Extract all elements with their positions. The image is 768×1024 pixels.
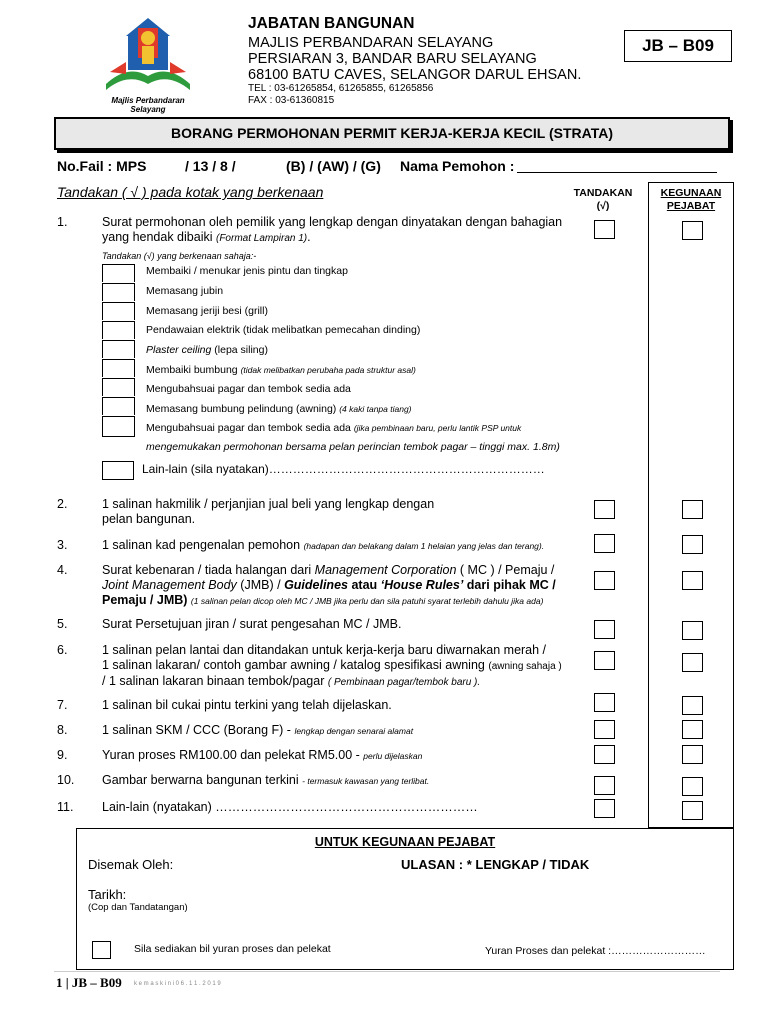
- item-4-office-checkbox[interactable]: [682, 571, 703, 590]
- item-6-office-checkbox[interactable]: [682, 653, 703, 672]
- item-1-office-checkbox[interactable]: [682, 221, 703, 240]
- prepare-bill-checkbox[interactable]: [92, 941, 111, 959]
- item-5-office-checkbox[interactable]: [682, 621, 703, 640]
- item-number: 6.: [57, 643, 68, 657]
- checked-by-label: Disemak Oleh:: [88, 857, 174, 872]
- item-9-office-checkbox[interactable]: [682, 745, 703, 764]
- form-code: JB – B09: [624, 30, 732, 62]
- item-6-text: 1 salinan pelan lantai dan ditandakan untuk kerja-kerja baru diwarnakan merah / 1 salinan lakaran/ contoh gambar awning / katalog spesifikasi awning (awning sahaja ) / 1 salinan lakaran binaan tembok/pagar ( Pembinaan pagar/tembok baru ).: [102, 643, 562, 688]
- footer-divider: [54, 971, 720, 972]
- council-name: MAJLIS PERBANDARAN SELAYANG: [248, 35, 494, 51]
- sub-option: Mengubahsuai pagar dan tembok sedia ada (jika pembinaan baru, perlu lantik PSP untuk: [146, 422, 522, 434]
- applicant-label: Nama Pemohon :: [400, 158, 515, 174]
- sub-option: Memasang jubin: [146, 285, 224, 297]
- stamp-label: (Cop dan Tandatangan): [88, 902, 188, 913]
- prepare-bill-label: Sila sediakan bil yuran proses dan pelekat: [134, 943, 331, 955]
- col-tandakan: TANDAKAN: [573, 187, 633, 199]
- sub-checkbox[interactable]: [102, 359, 135, 377]
- item-7-text: 1 salinan bil cukai pintu terkini yang telah dijelaskan.: [102, 698, 392, 712]
- sub-option-note: mengemukakan permohonan bersama pelan perincian tembok pagar – tinggi max. 1.8m): [146, 441, 560, 453]
- date-label: Tarikh:: [88, 887, 127, 902]
- item-1-tick-checkbox[interactable]: [594, 220, 615, 239]
- item-7-office-checkbox[interactable]: [682, 696, 703, 715]
- sub-option: Memasang jeriji besi (grill): [146, 305, 268, 317]
- file-no-label: No.Fail : MPS: [57, 158, 147, 174]
- item-3-office-checkbox[interactable]: [682, 535, 703, 554]
- sub-checkbox[interactable]: [102, 283, 135, 301]
- item-11-office-checkbox[interactable]: [682, 801, 703, 820]
- form-title: BORANG PERMOHONAN PERMIT KERJA-KERJA KECIL (STRATA): [170, 125, 614, 141]
- sub-option: Membaiki bumbung (tidak melibatkan perubaha pada struktur asal): [146, 364, 416, 376]
- item-number: 8.: [57, 723, 68, 737]
- fee-label: Yuran Proses dan pelekat :………………………: [485, 945, 706, 957]
- fax: FAX : 03-61360815: [248, 95, 335, 106]
- item-number: 9.: [57, 748, 68, 762]
- sub-option: Pendawaian elektrik (tidak melibatkan pemecahan dinding): [146, 324, 421, 336]
- item-number: 11.: [57, 800, 74, 814]
- item-5-tick-checkbox[interactable]: [594, 620, 615, 639]
- item-2-text: 1 salinan hakmilik / perjanjian jual beli yang lengkap dengan pelan bangunan.: [102, 497, 435, 526]
- item-number: 1.: [57, 215, 68, 229]
- item-9-tick-checkbox[interactable]: [594, 745, 615, 764]
- item-4-text: Surat kebenaran / tiada halangan dari Management Corporation ( MC ) / Pemaju / Joint Management Body (JMB) / Guidelines atau ‘House Rules’ dari pihak MC / Pemaju / JMB) (1 salinan pelan dicop oleh MC / JMB jika perlu dan sila patuhi syarat terlebih dahulu jika ada): [102, 563, 556, 607]
- item-6-tick-checkbox[interactable]: [594, 651, 615, 670]
- col-kegunaan: KEGUNAAN: [660, 187, 722, 199]
- crest-icon: [98, 14, 198, 106]
- item-3-tick-checkbox[interactable]: [594, 534, 615, 553]
- item-number: 2.: [57, 497, 68, 511]
- item-11-tick-checkbox[interactable]: [594, 799, 615, 818]
- form-title-box: [54, 117, 730, 150]
- address-line-2: 68100 BATU CAVES, SELANGOR DARUL EHSAN.: [248, 67, 582, 83]
- item-5-text: Surat Persetujuan jiran / surat pengesahan MC / JMB.: [102, 617, 402, 631]
- item-11-text: Lain-lain (nyatakan) ………………………………………………………: [102, 800, 478, 814]
- item-1-text: Surat permohonan oleh pemilik yang lengkap dengan dinyatakan dengan bahagian yang hendak dibaiki (Format Lampiran 1).: [102, 215, 563, 244]
- sub-checkbox[interactable]: [102, 378, 135, 396]
- address-line-1: PERSIARAN 3, BANDAR BARU SELAYANG: [248, 51, 537, 67]
- item-7-tick-checkbox[interactable]: [594, 693, 615, 712]
- dept-name: JABATAN BANGUNAN: [248, 15, 415, 32]
- col-tick: (√): [596, 200, 610, 212]
- logo-caption: Majlis Perbandaran Selayang: [111, 96, 185, 114]
- item-number: 5.: [57, 617, 68, 631]
- item-8-tick-checkbox[interactable]: [594, 720, 615, 739]
- sub-checkbox[interactable]: [102, 340, 135, 358]
- instruction: Tandakan ( √ ) pada kotak yang berkenaan: [57, 184, 324, 200]
- item-9-text: Yuran proses RM100.00 dan pelekat RM5.00 - perlu dijelaskan: [102, 748, 423, 762]
- sub-checkbox[interactable]: [102, 264, 135, 282]
- sub-checkbox[interactable]: [102, 416, 135, 437]
- item-10-tick-checkbox[interactable]: [594, 776, 615, 795]
- sub-checkbox[interactable]: [102, 397, 135, 415]
- item-10-text: Gambar berwarna bangunan terkini - termasuk kawasan yang terlibat.: [102, 773, 430, 787]
- item-8-office-checkbox[interactable]: [682, 720, 703, 739]
- applicant-name-field[interactable]: [517, 172, 717, 173]
- sub-checkbox[interactable]: [102, 302, 135, 320]
- file-no-part: / 13 / 8 /: [185, 158, 236, 174]
- item-number: 4.: [57, 563, 68, 577]
- other-sub-checkbox[interactable]: [102, 461, 134, 480]
- item-2-office-checkbox[interactable]: [682, 500, 703, 519]
- item-3-text: 1 salinan kad pengenalan pemohon (hadapan dan belakang dalam 1 helaian yang jelas dan terang).: [102, 538, 545, 552]
- sub-checkbox[interactable]: [102, 321, 135, 339]
- sub-option: Memasang bumbung pelindung (awning) (4 kaki tanpa tiang): [146, 403, 412, 415]
- file-no-codes: (B) / (AW) / (G): [286, 158, 381, 174]
- other-sub-option: Lain-lain (sila nyatakan)……………………………………………………………: [142, 462, 545, 476]
- council-logo: [98, 14, 198, 106]
- office-use-title: UNTUK KEGUNAAN PEJABAT: [314, 835, 496, 849]
- tel: TEL : 03-61265854, 61265855, 61265856: [248, 83, 434, 94]
- item-8-text: 1 salinan SKM / CCC (Borang F) - lengkap dengan senarai alamat: [102, 723, 414, 737]
- page-number: 1 | JB – B09: [56, 975, 122, 990]
- item-2-tick-checkbox[interactable]: [594, 500, 615, 519]
- sub-option: Plaster ceiling (lepa siling): [146, 344, 268, 356]
- sub-intro: Tandakan (√) yang berkenaan sahaja:-: [102, 251, 257, 261]
- item-number: 10.: [57, 773, 75, 787]
- item-number: 3.: [57, 538, 68, 552]
- item-10-office-checkbox[interactable]: [682, 777, 703, 796]
- sub-option: Membaiki / menukar jenis pintu dan tingkap: [146, 265, 348, 277]
- sub-option: Mengubahsuai pagar dan tembok sedia ada: [146, 383, 351, 395]
- remarks-label: ULASAN : * LENGKAP / TIDAK: [401, 857, 590, 872]
- item-4-tick-checkbox[interactable]: [594, 571, 615, 590]
- col-pejabat: PEJABAT: [666, 200, 716, 212]
- item-number: 7.: [57, 698, 68, 712]
- updated-date: k e m a s k i n i 0 6 . 1 1 . 2 0 1 9: [134, 981, 221, 987]
